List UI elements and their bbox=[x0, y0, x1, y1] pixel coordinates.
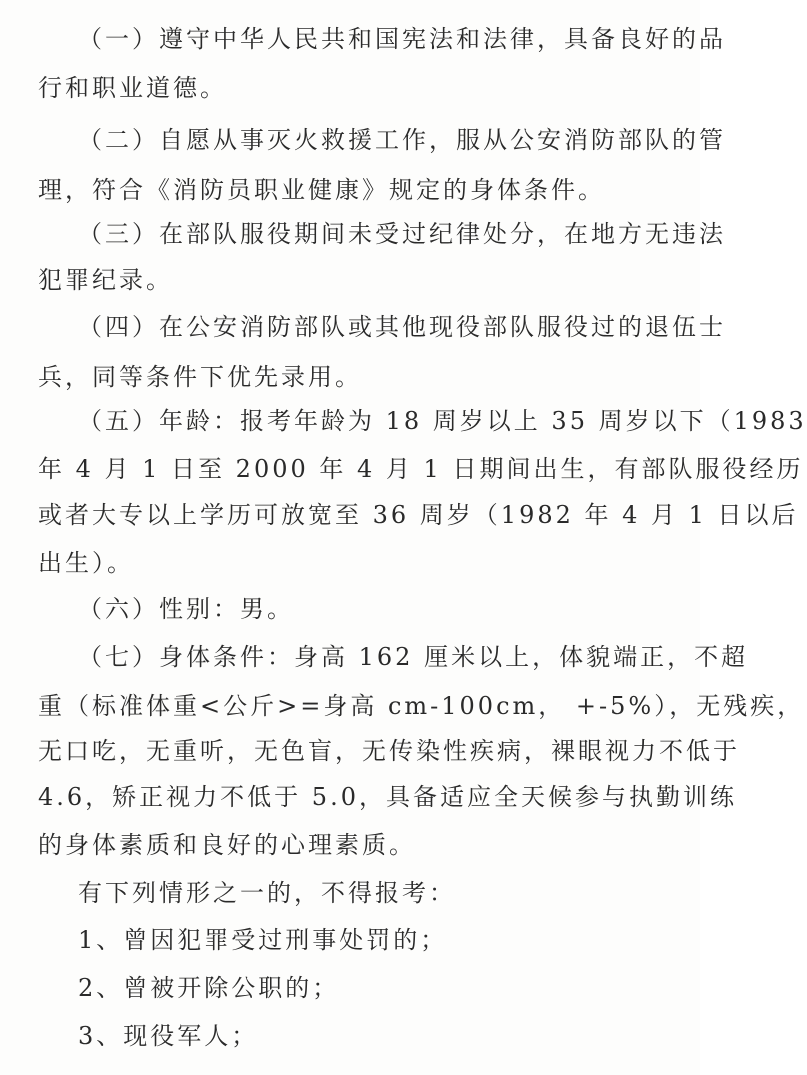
document-line: 2、曾被开除公职的； bbox=[78, 974, 340, 1002]
document-line: （七）身体条件：身高 162 厘米以上，体貌端正，不超 bbox=[78, 643, 749, 671]
document-line: 重（标准体重<公斤>=身高 cm-100cm， +-5%），无残疾， bbox=[38, 692, 805, 720]
document-line: 有下列情形之一的，不得报考： bbox=[78, 879, 456, 907]
document-line: 行和职业道德。 bbox=[38, 74, 227, 102]
document-line: 1、曾因犯罪受过刑事处罚的； bbox=[78, 926, 448, 954]
document-line: （一）遵守中华人民共和国宪法和法律，具备良好的品 bbox=[78, 25, 726, 53]
document-line: 年 4 月 1 日至 2000 年 4 月 1 日期间出生，有部队服役经历 bbox=[38, 455, 804, 483]
document-line: 犯罪纪录。 bbox=[38, 266, 173, 294]
document-line: 理，符合《消防员职业健康》规定的身体条件。 bbox=[38, 176, 605, 204]
document-line: 4.6，矫正视力不低于 5.0，具备适应全天候参与执勤训练 bbox=[38, 783, 737, 811]
document-line: 或者大专以上学历可放宽至 36 周岁（1982 年 4 月 1 日以后 bbox=[38, 501, 799, 529]
document-line: 3、现役军人； bbox=[78, 1022, 259, 1050]
document-line: （五）年龄：报考年龄为 18 周岁以上 35 周岁以下（1983 bbox=[78, 407, 807, 435]
document-line: （三）在部队服役期间未受过纪律处分，在地方无违法 bbox=[78, 220, 726, 248]
document-line: 的身体素质和良好的心理素质。 bbox=[38, 831, 416, 859]
document-line: （四）在公安消防部队或其他现役部队服役过的退伍士 bbox=[78, 313, 726, 341]
document-line: 出生）。 bbox=[38, 549, 134, 577]
document-line: （二）自愿从事灭火救援工作，服从公安消防部队的管 bbox=[78, 126, 726, 154]
document-line: 无口吃，无重听，无色盲，无传染性疾病，裸眼视力不低于 bbox=[38, 737, 740, 765]
document-line: （六）性别：男。 bbox=[78, 595, 294, 623]
document-line: 兵，同等条件下优先录用。 bbox=[38, 363, 362, 391]
